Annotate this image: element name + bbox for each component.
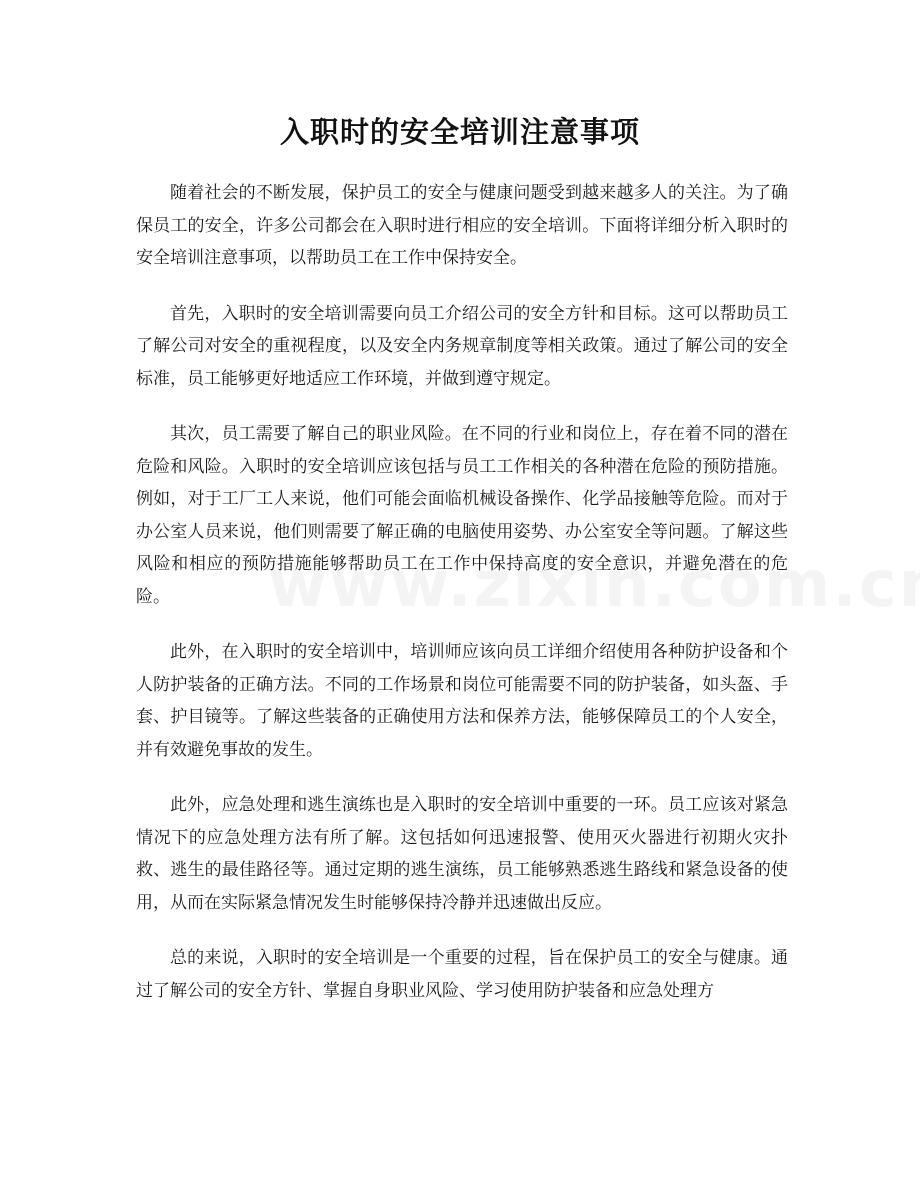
paragraph-3: 其次，员工需要了解自己的职业风险。在不同的行业和岗位上，存在着不同的潜在危险和风险。入职时的安全培训应该包括与员工工作相关的各种潜在危险的预防措施。例如，对于工厂工人来说，他们可能会面临机械设备操作、化学品接触等危险。而对于办公室人员来说，他们则需要了解正确的电脑使用姿势、办公室安全等问题。了解这些风险和相应的预防措施能够帮助员工在工作中保持高度的安全意识，并避免潜在的危险。	[136, 424, 788, 607]
paragraph-6: 总的来说，入职时的安全培训是一个重要的过程，旨在保护员工的安全与健康。通过了解公司的安全方针、掌握自身职业风险、学习使用防护装备和应急处理方	[136, 948, 788, 1001]
paragraph-2: 首先，入职时的安全培训需要向员工介绍公司的安全方针和目标。这可以帮助员工了解公司对安全的重视程度，以及安全内务规章制度等相关政策。通过了解公司的安全标准，员工能够更好地适应工作环境，并做到遵守规定。	[136, 303, 788, 389]
paragraph-5: 此外，应急处理和逃生演练也是入职时的安全培训中重要的一环。员工应该对紧急情况下的应急处理方法有所了解。这包括如何迅速报警、使用灭火器进行初期火灾扑救、逃生的最佳路径等。通过定期的逃生演练，员工能够熟悉逃生路线和紧急设备的使用，从而在实际紧急情况发生时能够保持冷静并迅速做出反应。	[136, 795, 788, 913]
paragraph-4: 此外，在入职时的安全培训中，培训师应该向员工详细介绍使用各种防护设备和个人防护装备的正确方法。不同的工作场景和岗位可能需要不同的防护装备，如头盔、手套、护目镜等。了解这些装备的正确使用方法和保养方法，能够保障员工的个人安全，并有效避免事故的发生。	[136, 642, 788, 760]
document-body	[136, 177, 788, 1030]
page-title: 入职时的安全培训注意事项	[279, 115, 640, 149]
paragraph-1: 随着社会的不断发展，保护员工的安全与健康问题受到越来越多人的关注。为了确保员工的安全，许多公司都会在入职时进行相应的安全培训。下面将详细分析入职时的安全培训注意事项，以帮助员工在工作中保持安全。	[136, 183, 788, 268]
